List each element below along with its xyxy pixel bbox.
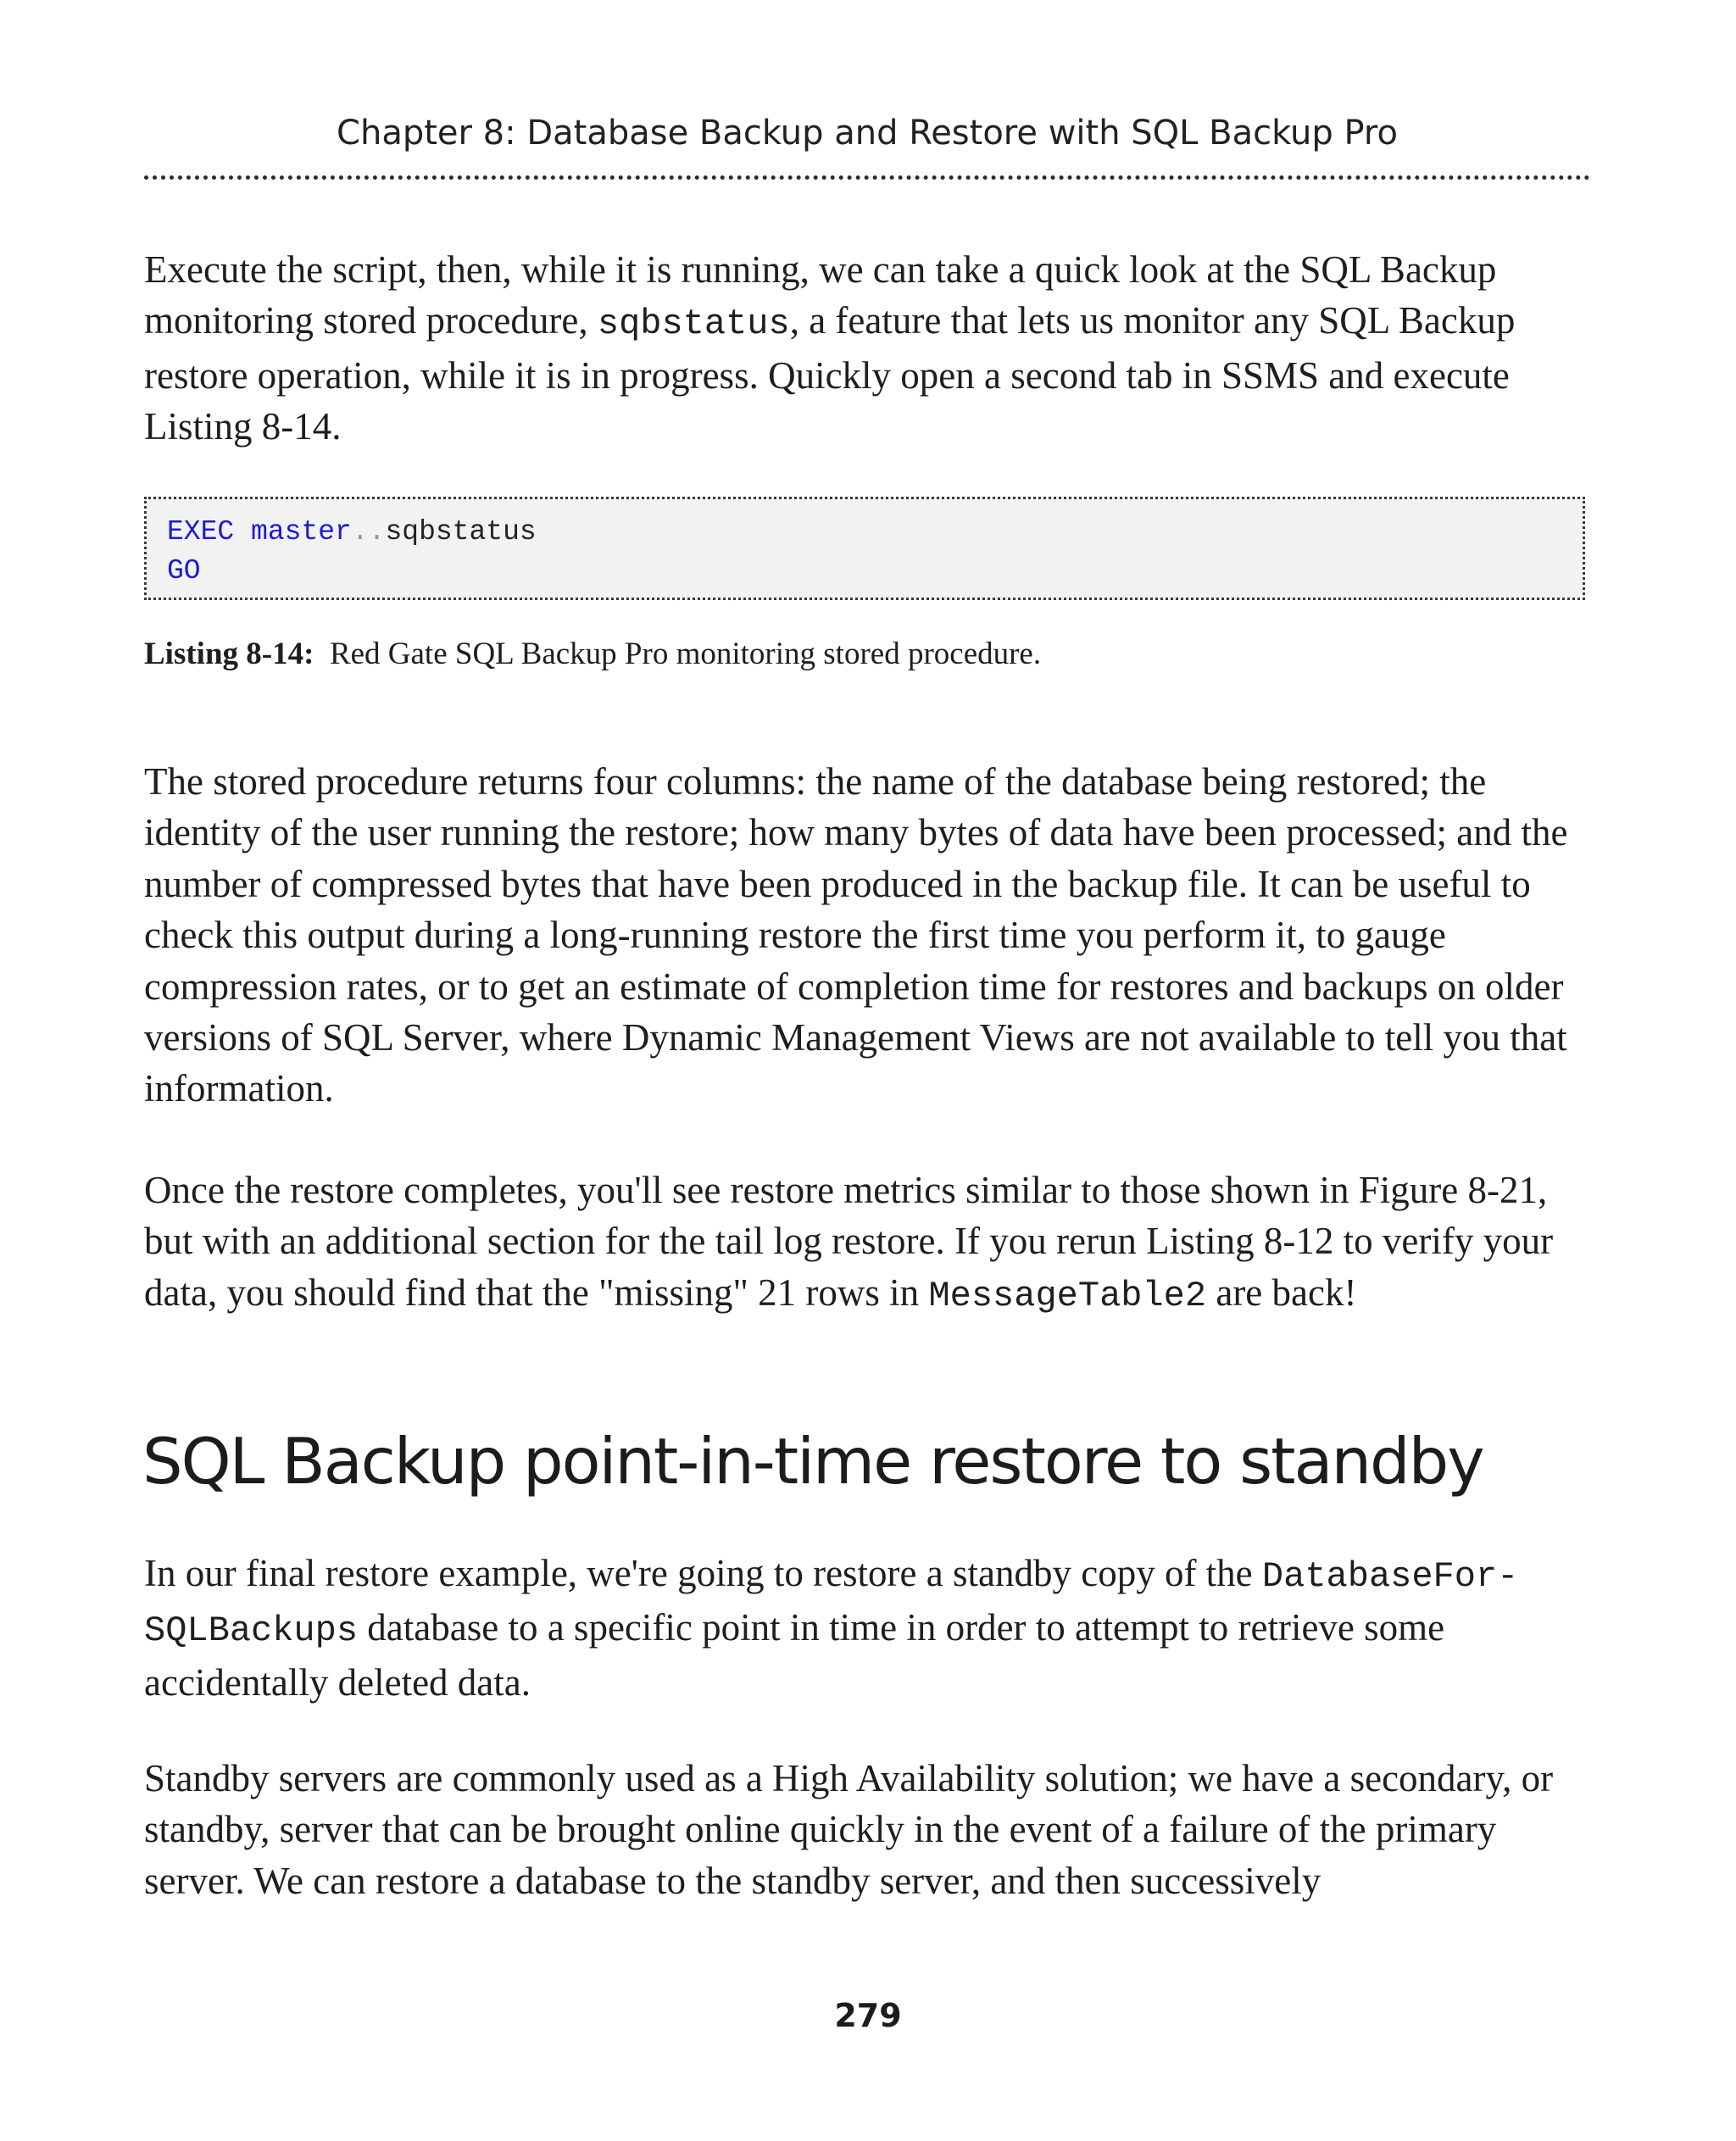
code-listing — [144, 497, 1585, 600]
code-keyword-go: GO — [167, 555, 201, 587]
paragraph-standby-servers: Standby servers are commonly used as a High Availability solution; we have a secondary, or standby, server that can be brought online quickly in the event of a failure of the primary server. We can restore a database to the standby server, and then successively — [144, 1757, 1554, 1902]
code-procedure-name: sqbstatus — [385, 516, 537, 548]
paragraph-restore-complete — [144, 1165, 1590, 1321]
paragraph-restore-complete-text-a: Once the restore completes, you'll see restore metrics similar to those shown in Figure 8-21, but with an additional section for the tail log restore. If you rerun Listing 8-12 to verify your data, you should find that the "missing" 21 rows in — [144, 1169, 1554, 1314]
page-number: 279 — [834, 1997, 902, 2034]
paragraph-restore-complete-text-b: are back! — [1206, 1271, 1357, 1314]
code-operator-dots: .. — [351, 516, 386, 548]
code-line-1 — [167, 513, 1562, 552]
paragraph-columns: The stored procedure returns four columns: the name of the database being restored; the identity of the user running the restore; how many bytes of data have been processed; and the number of compressed bytes that have been produced in the backup file. It can be useful to check this output during a long-running restore the first time you perform it, to gauge compression rates, or to get an estimate of completion time for restores and backups on older versions of SQL Server, where Dynamic Management Views are not available to tell you that information. — [144, 760, 1568, 1110]
listing-caption-label: Listing 8-14: — [144, 637, 314, 671]
header-dotted-rule — [144, 175, 1590, 180]
inline-code-sqbstatus: sqbstatus — [597, 303, 790, 345]
code-keyword-master: master — [251, 516, 352, 548]
inline-code-messagetable2: MessageTable2 — [928, 1275, 1207, 1316]
paragraph-intro — [144, 244, 1590, 453]
code-line-2 — [167, 552, 1562, 591]
section-heading: SQL Backup point-in-time restore to standby — [142, 1424, 1483, 1499]
listing-caption — [144, 636, 1590, 672]
code-keyword-exec: EXEC — [167, 516, 235, 548]
listing-caption-text: Red Gate SQL Backup Pro monitoring stored procedure. — [329, 637, 1042, 671]
paragraph-final-example-text-b: database to a specific point in time in order to attempt to retrieve some accidentally deleted data. — [144, 1606, 1445, 1704]
paragraph-intro-text-b: , a feature that lets us monitor any SQL Backup restore operation, while it is in progress. Quickly open a second tab in SSMS and execute Listing 8-14. — [144, 299, 1516, 448]
running-header: Chapter 8: Database Backup and Restore with SQL Backup Pro — [337, 114, 1398, 153]
paragraph-intro-text-a: Execute the script, then, while it is running, we can take a quick look at the SQL Backup monitoring stored procedure, — [144, 248, 1497, 342]
inline-code-database-name: DatabaseFor-SQLBackups — [144, 1556, 1519, 1652]
paragraph-final-example-text-a: In our final restore example, we're going to restore a standby copy of the — [144, 1552, 1262, 1594]
paragraph-final-example — [144, 1548, 1590, 1708]
